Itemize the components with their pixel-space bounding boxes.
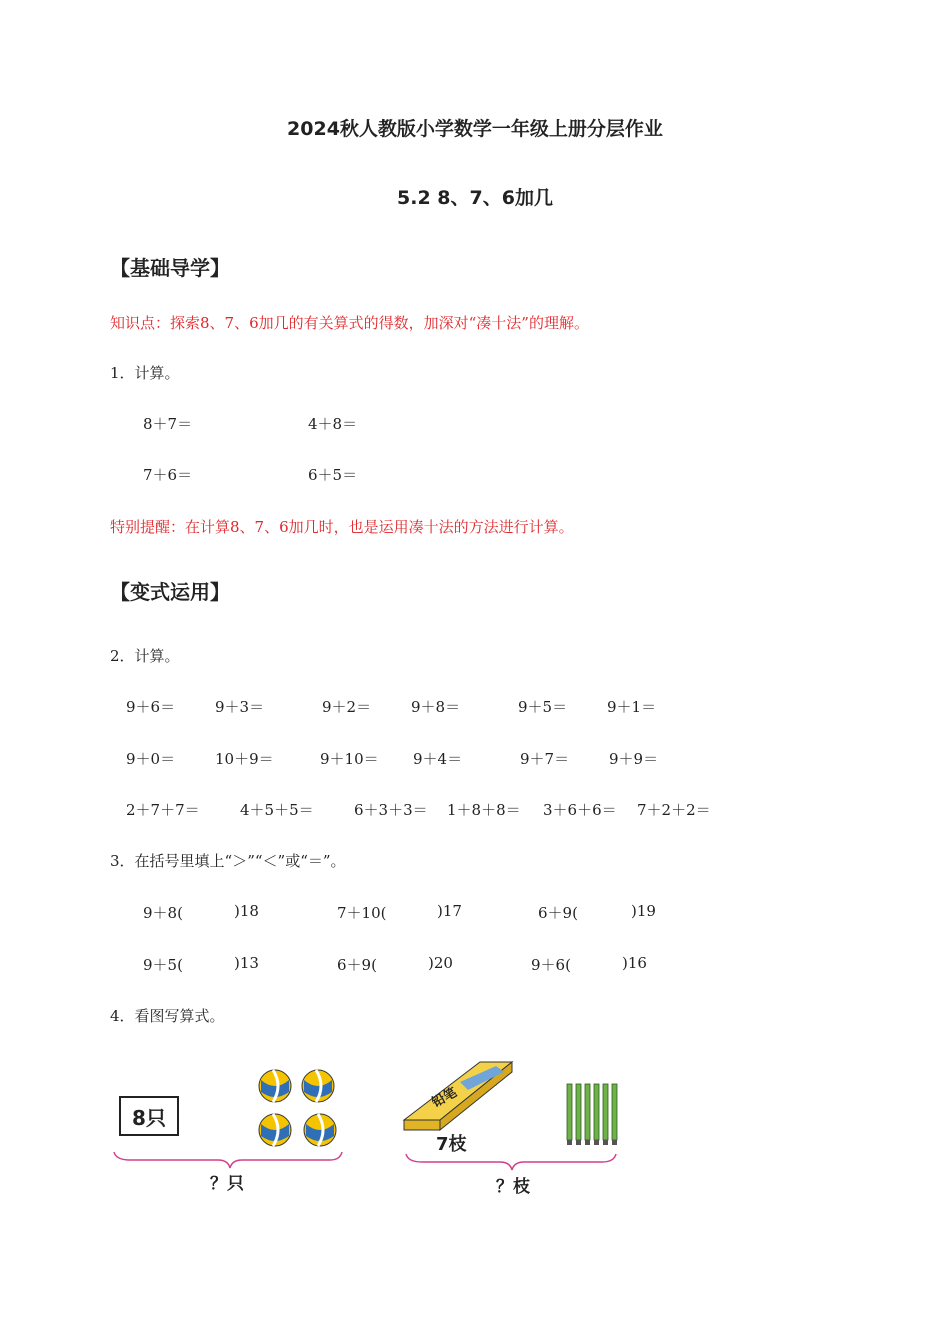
brace-icon (406, 1154, 616, 1170)
section-heading-basic: 【基础导学】 (110, 256, 230, 280)
section-heading-variant: 【变式运用】 (110, 580, 230, 604)
volleyball-icon (304, 1114, 336, 1146)
q2-item: 9＋10＝ (320, 750, 379, 768)
question-1-label: 1．计算。 (110, 364, 180, 382)
q2-item: 6＋3＋3＝ (354, 801, 428, 819)
q3-right: )19 (631, 902, 656, 920)
pencil-box-count: 7枝 (436, 1134, 467, 1155)
pencil-bundle-icon (567, 1084, 617, 1145)
q2-item: 7＋2＋2＝ (637, 801, 711, 819)
q3-right: )18 (234, 902, 259, 920)
q3-right: )20 (428, 954, 453, 972)
page-title: 2024秋人教版小学数学一年级上册分层作业 (287, 118, 663, 140)
figure-pencils (400, 1058, 630, 1203)
q3-right: )17 (437, 902, 462, 920)
question-total-pencils: ？枝 (496, 1177, 530, 1197)
q2-item: 9＋9＝ (609, 750, 659, 768)
q2-item: 2＋7＋7＝ (126, 801, 200, 819)
volleyball-icon (302, 1070, 334, 1102)
special-tip: 特别提醒：在计算8、7、6加几时，也是运用凑十法的方法进行计算。 (110, 518, 574, 536)
q2-item: 9＋8＝ (411, 698, 461, 716)
q2-item: 9＋4＝ (413, 750, 463, 768)
q3-right: )13 (234, 954, 259, 972)
q2-item: 1＋8＋8＝ (447, 801, 521, 819)
q3-left: 9＋8( (143, 904, 183, 922)
q3-right: )16 (622, 954, 647, 972)
figure-volleyballs (110, 1062, 350, 1202)
question-3-label: 3．在括号里填上“＞”“＜”或“＝”。 (110, 852, 346, 870)
knowledge-point: 知识点：探索8、7、6加几的有关算式的得数，加深对“凑十法”的理解。 (110, 314, 589, 332)
q2-item: 3＋6＋6＝ (543, 801, 617, 819)
q2-item: 9＋3＝ (215, 698, 265, 716)
q1-item: 6＋5＝ (308, 466, 358, 484)
q3-left: 6＋9( (337, 956, 377, 974)
brace-icon (114, 1152, 342, 1168)
question-2-label: 2．计算。 (110, 647, 180, 665)
q1-item: 4＋8＝ (308, 415, 358, 433)
question-4-label: 4．看图写算式。 (110, 1007, 225, 1025)
pencil-box-icon (404, 1062, 512, 1130)
q2-item: 4＋5＋5＝ (240, 801, 314, 819)
q3-left: 7＋10( (337, 904, 387, 922)
pencil-box-text: 铅笔 (429, 1085, 460, 1111)
q1-item: 8＋7＝ (143, 415, 193, 433)
question-total-balls: ？只 (210, 1174, 244, 1194)
q3-left: 6＋9( (538, 904, 578, 922)
lesson-subtitle: 5.2 8、7、6加几 (397, 187, 553, 209)
q1-item: 7＋6＝ (143, 466, 193, 484)
q2-item: 9＋6＝ (126, 698, 176, 716)
q3-left: 9＋5( (143, 956, 183, 974)
q2-item: 9＋1＝ (607, 698, 657, 716)
q2-item: 9＋7＝ (520, 750, 570, 768)
q2-item: 9＋5＝ (518, 698, 568, 716)
volleyball-icon (259, 1114, 291, 1146)
q2-item: 10＋9＝ (215, 750, 274, 768)
q3-left: 9＋6( (531, 956, 571, 974)
q2-item: 9＋2＝ (322, 698, 372, 716)
q2-item: 9＋0＝ (126, 750, 176, 768)
volleyball-icon (259, 1070, 291, 1102)
count-box: 8只 (119, 1096, 179, 1136)
